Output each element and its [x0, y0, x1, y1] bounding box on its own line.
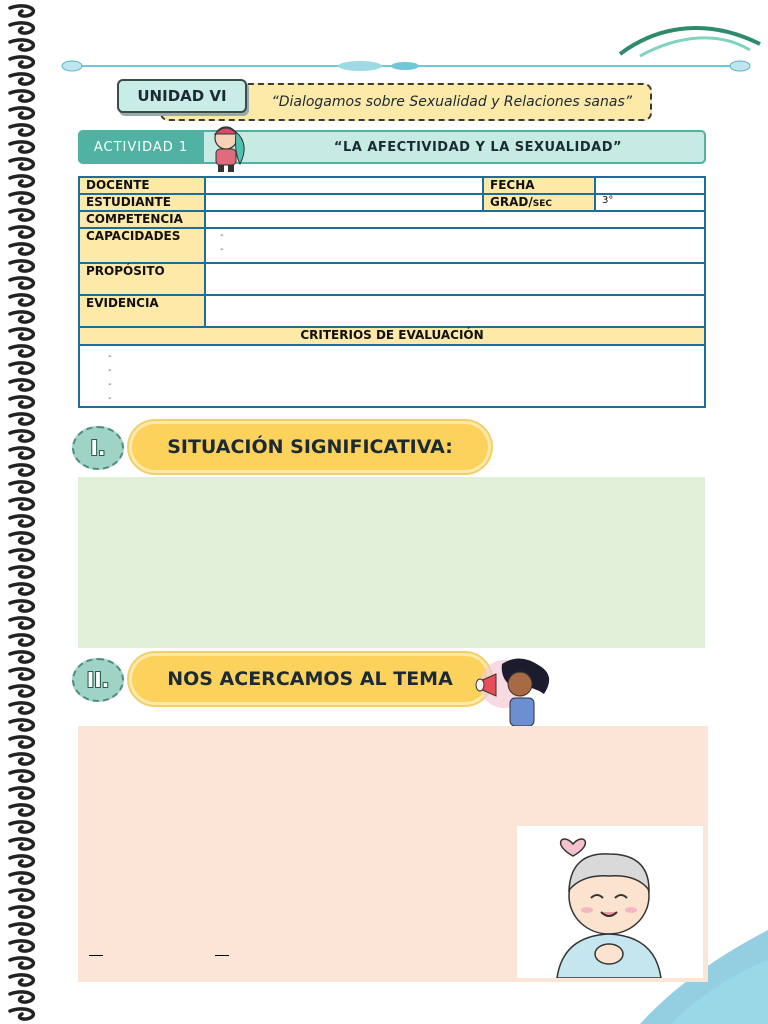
unit-title: “Dialogamos sobre Sexualidad y Relaciones sanas” — [160, 83, 652, 121]
spiral-coil — [10, 499, 33, 509]
situacion-box[interactable] — [78, 477, 705, 648]
spiral-coil — [10, 295, 33, 305]
section-2-title: NOS ACERCAMOS AL TEMA — [132, 656, 488, 702]
competencia-field[interactable] — [205, 211, 705, 228]
section-1-number: I. — [72, 426, 124, 470]
grad-label — [483, 194, 595, 211]
spiral-coil — [10, 788, 33, 798]
spiral-coil — [10, 533, 33, 543]
blank-line-2 — [215, 955, 229, 956]
megaphone-girl-illustration — [474, 654, 562, 726]
estudiante-label: ESTUDIANTE — [79, 194, 205, 211]
header-divider — [60, 58, 760, 74]
spiral-coil — [10, 431, 33, 441]
spiral-coil — [10, 584, 33, 594]
kid-illustration — [204, 122, 254, 174]
spiral-coil — [10, 567, 33, 577]
spiral-coil — [10, 193, 33, 203]
spiral-coil — [10, 635, 33, 645]
proposito-label: PROPÓSITO — [79, 263, 205, 295]
competencia-label: COMPETENCIA — [79, 211, 205, 228]
docente-field[interactable] — [205, 177, 483, 194]
smiling-boy-illustration — [517, 826, 703, 978]
capacidades-item: - — [220, 244, 224, 255]
spiral-coil — [10, 958, 33, 968]
spiral-coil — [10, 652, 33, 662]
spiral-coil — [10, 312, 33, 322]
blank-line-1 — [89, 955, 103, 956]
evidencia-field[interactable] — [205, 295, 705, 327]
spiral-coil — [10, 822, 33, 832]
spiral-coil — [10, 108, 33, 118]
spiral-coil — [10, 278, 33, 288]
spiral-coil — [10, 210, 33, 220]
spiral-coil — [10, 975, 33, 985]
spiral-coil — [10, 703, 33, 713]
spiral-coil — [10, 992, 33, 1002]
spiral-coil — [10, 516, 33, 526]
spiral-coil — [10, 737, 33, 747]
capacidades-field[interactable] — [205, 228, 705, 263]
proposito-field[interactable] — [205, 263, 705, 295]
section-2-number: II. — [72, 658, 124, 702]
spiral-coil — [10, 142, 33, 152]
spiral-coil — [10, 23, 33, 33]
spiral-coil — [10, 601, 33, 611]
spiral-coil — [10, 754, 33, 764]
spiral-coil — [10, 465, 33, 475]
spiral-coil — [10, 159, 33, 169]
criterios-item: - — [108, 379, 112, 390]
capacidades-item: - — [220, 230, 224, 241]
activity-label: ACTIVIDAD 1 — [78, 130, 204, 164]
spiral-coil — [10, 397, 33, 407]
spiral-coil — [10, 414, 33, 424]
spiral-coil — [10, 686, 33, 696]
spiral-coil — [10, 176, 33, 186]
info-table — [78, 176, 706, 408]
spiral-coil — [10, 907, 33, 917]
spiral-coil — [10, 91, 33, 101]
section-1-title: SITUACIÓN SIGNIFICATIVA: — [132, 424, 488, 470]
spiral-coil — [10, 346, 33, 356]
criterios-field[interactable] — [79, 345, 705, 407]
evidencia-label: EVIDENCIA — [79, 295, 205, 327]
fecha-field[interactable] — [595, 177, 705, 194]
spiral-coil — [10, 40, 33, 50]
spiral-coil — [10, 227, 33, 237]
spiral-coil — [10, 57, 33, 67]
spiral-coil — [10, 74, 33, 84]
spiral-coil — [10, 329, 33, 339]
spiral-coil — [10, 380, 33, 390]
grad-main: GRAD/ — [490, 195, 533, 209]
spiral-coil — [10, 924, 33, 934]
spiral-coil — [10, 873, 33, 883]
criterios-item: - — [108, 393, 112, 404]
capacidades-label: CAPACIDADES — [79, 228, 205, 263]
spiral-coil — [10, 669, 33, 679]
spiral-coil — [10, 448, 33, 458]
spiral-coil — [10, 839, 33, 849]
heart-icon — [561, 839, 586, 856]
estudiante-field[interactable] — [205, 194, 483, 211]
spiral-coil — [10, 890, 33, 900]
spiral-coil — [10, 125, 33, 135]
spiral-coil — [10, 6, 33, 16]
criterios-header: CRITERIOS DE EVALUACIÓN — [79, 327, 705, 345]
spiral-coil — [10, 244, 33, 254]
spiral-coil — [10, 550, 33, 560]
grad-sub: SEC — [532, 199, 552, 209]
spiral-coil — [10, 261, 33, 271]
spiral-binding — [0, 0, 52, 1024]
spiral-coil — [10, 856, 33, 866]
grad-field[interactable]: 3° — [595, 194, 705, 211]
spiral-coil — [10, 805, 33, 815]
activity-title: “LA AFECTIVIDAD Y LA SEXUALIDAD” — [333, 139, 623, 155]
spiral-coil — [10, 771, 33, 781]
unit-label: UNIDAD VI — [117, 79, 247, 113]
criterios-item: - — [108, 351, 112, 362]
criterios-item: - — [108, 365, 112, 376]
spiral-coil — [10, 1009, 33, 1019]
docente-label: DOCENTE — [79, 177, 205, 194]
fecha-label: FECHA — [483, 177, 595, 194]
spiral-coil — [10, 363, 33, 373]
spiral-coil — [10, 482, 33, 492]
spiral-coil — [10, 941, 33, 951]
spiral-coil — [10, 618, 33, 628]
spiral-coil — [10, 720, 33, 730]
